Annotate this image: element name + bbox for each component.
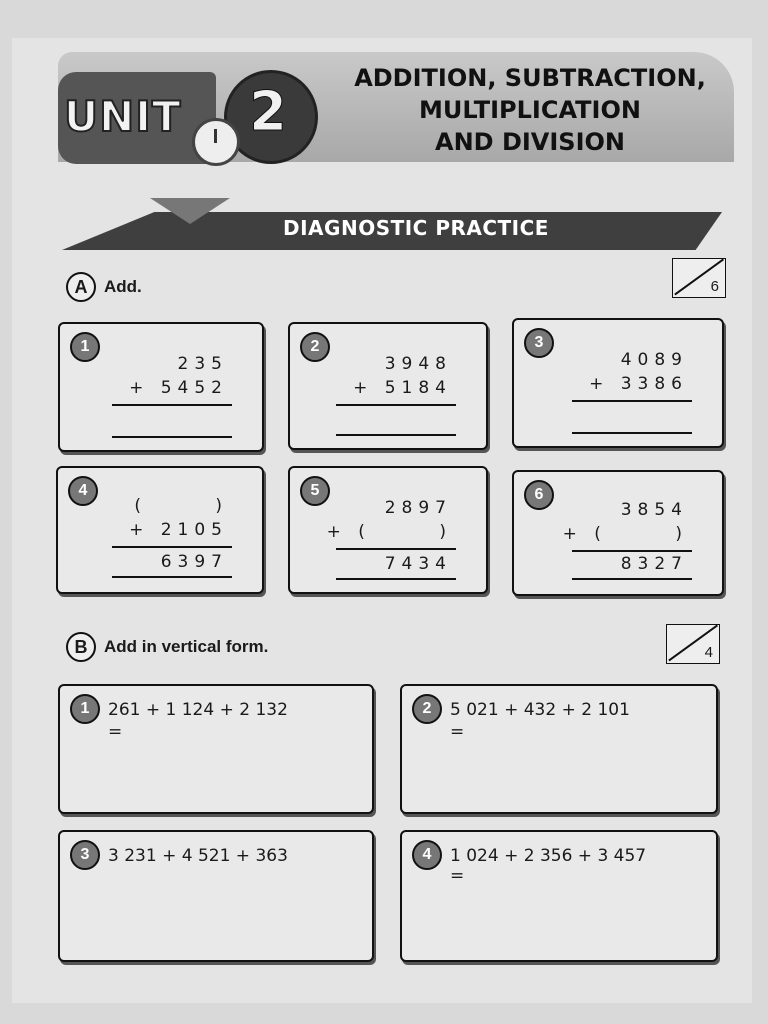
- question-card: [58, 684, 374, 814]
- section-letter: B: [66, 632, 96, 662]
- working-area[interactable]: =: [108, 722, 123, 742]
- score-total: 4: [704, 644, 713, 661]
- addend-row: 235: [177, 354, 228, 374]
- question-number: 3: [70, 840, 100, 870]
- addend-row: 3948: [384, 354, 452, 374]
- addend-row[interactable]: ( ): [134, 496, 228, 516]
- question-card: [56, 466, 264, 594]
- addend-row[interactable]: + ( ): [326, 522, 452, 542]
- unit-title-line: ADDITION, SUBTRACTION,: [354, 64, 706, 92]
- answer-line: [112, 576, 232, 578]
- answer-line: [336, 578, 456, 580]
- section-b-heading: [66, 632, 268, 662]
- question-number: 2: [412, 694, 442, 724]
- question-number: 5: [300, 476, 330, 506]
- addend-row: 3854: [620, 500, 688, 520]
- question-card: [512, 318, 724, 448]
- score-box: [672, 258, 726, 298]
- question-number: 4: [412, 840, 442, 870]
- section-title: Add.: [104, 277, 142, 296]
- unit-word: UNIT: [64, 92, 182, 141]
- addition-expression: 5 021 + 432 + 2 101: [450, 700, 630, 720]
- question-number: 4: [68, 476, 98, 506]
- sum-line: [572, 400, 692, 402]
- section-letter: A: [66, 272, 96, 302]
- answer-line: [112, 436, 232, 438]
- addend-row: 2897: [384, 498, 452, 518]
- answer-line: [572, 578, 692, 580]
- answer-line: [336, 434, 456, 436]
- question-card: [288, 322, 488, 450]
- answer-line: [572, 432, 692, 434]
- unit-title: [320, 62, 740, 158]
- sum-line: [336, 548, 456, 550]
- question-card: [400, 830, 718, 962]
- clock-icon: [192, 118, 240, 166]
- addend-row: + 3386: [589, 374, 688, 394]
- sum-line: [112, 404, 232, 406]
- addition-expression: 3 231 + 4 521 + 363: [108, 846, 288, 866]
- question-number: 1: [70, 694, 100, 724]
- addend-row[interactable]: + ( ): [562, 524, 688, 544]
- question-card: [288, 466, 488, 594]
- addend-row: 4089: [620, 350, 688, 370]
- score-box: [666, 624, 720, 664]
- question-number: 2: [300, 332, 330, 362]
- question-card: [400, 684, 718, 814]
- question-card: [58, 830, 374, 962]
- diagnostic-title: DIAGNOSTIC PRACTICE: [283, 216, 549, 240]
- question-number: 6: [524, 480, 554, 510]
- addition-expression: 261 + 1 124 + 2 132: [108, 700, 288, 720]
- unit-number: 2: [249, 80, 287, 143]
- working-area[interactable]: =: [450, 866, 465, 886]
- question-card: [512, 470, 724, 596]
- sum-value: 6397: [160, 552, 228, 572]
- section-a-heading: [66, 272, 142, 302]
- working-area[interactable]: =: [450, 722, 465, 742]
- addend-row: + 5452: [129, 378, 228, 398]
- unit-title-line: MULTIPLICATION: [419, 96, 641, 124]
- unit-title-line: AND DIVISION: [435, 128, 625, 156]
- question-number: 3: [524, 328, 554, 358]
- sum-value: 7434: [384, 554, 452, 574]
- paper-boat-icon: [150, 198, 230, 224]
- question-card: [58, 322, 264, 452]
- sum-line: [336, 404, 456, 406]
- addition-expression: 1 024 + 2 356 + 3 457: [450, 846, 647, 866]
- addend-row: + 5184: [353, 378, 452, 398]
- sum-value: 8327: [620, 554, 688, 574]
- sum-line: [572, 550, 692, 552]
- sum-line: [112, 546, 232, 548]
- score-total: 6: [710, 278, 719, 295]
- question-number: 1: [70, 332, 100, 362]
- addend-row: + 2105: [129, 520, 228, 540]
- section-title: Add in vertical form.: [104, 637, 269, 656]
